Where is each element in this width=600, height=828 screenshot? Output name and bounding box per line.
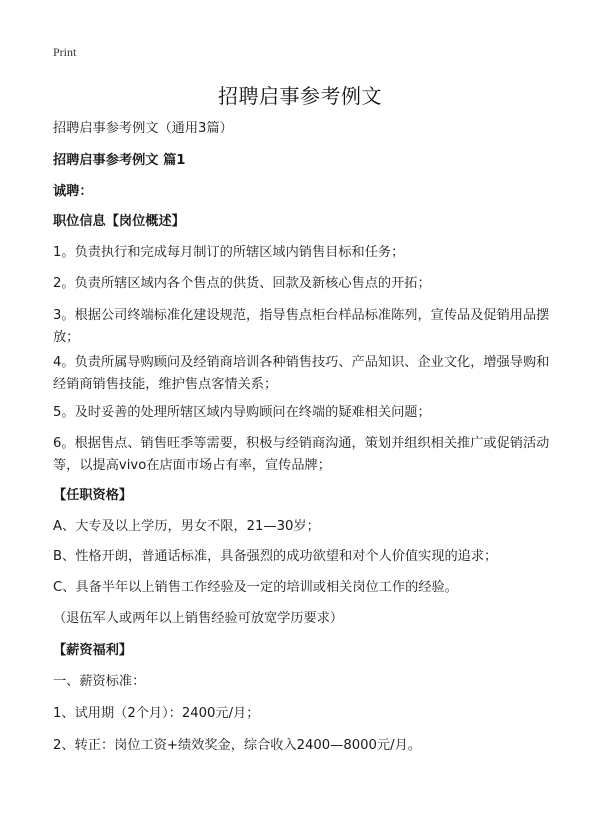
benefit-item: 一、薪资标准： <box>53 674 146 689</box>
qualification-item: C、具备半年以上销售工作经验及一定的培训或相关岗位工作的经验。 <box>53 580 458 595</box>
document-title: 招聘启事参考例文 <box>218 84 382 108</box>
duty-item: 6。根据售点、销售旺季等需要，积极与经销商沟通，策划并组织相关推广或促销活动等，以提高vivo在店面市场占有率，宣传品牌； <box>53 436 550 473</box>
benefit-item: 1、试用期（2个月）：2400元/月； <box>53 706 260 721</box>
duty-item: 2。负责所辖区域内各个售点的供货、回款及新核心售点的开拓； <box>53 276 431 291</box>
qualification-item: A、大专及以上学历，男女不限，21—30岁； <box>53 519 320 534</box>
duty-item: 1。负责执行和完成每月制订的所辖区域内销售目标和任务； <box>53 245 405 260</box>
benefit-item: 2、转正：岗位工资+绩效奖金，综合收入2400—8000元/月。 <box>53 738 421 753</box>
qualifications-heading: 【任职资格】 <box>53 488 133 503</box>
duty-item: 5。及时妥善的处理所辖区域内导购顾问在终端的疑难相关问题； <box>53 405 431 420</box>
qualification-item: B、性格开朗，普通话标准，具备强烈的成功欲望和对个人价值实现的追求； <box>53 549 498 564</box>
position-heading: 职位信息【岗位概述】 <box>53 214 185 229</box>
duty-item: 3。根据公司终端标准化建设规范，指导售点柜台样品标准陈列，宣传品及促销用品摆放； <box>53 308 550 345</box>
greeting: 诚聘： <box>53 184 93 199</box>
section-heading: 招聘启事参考例文 篇1 <box>53 153 186 168</box>
qualification-note: （退伍军人或两年以上销售经验可放宽学历要求） <box>53 611 344 626</box>
print-label: Print <box>53 45 77 59</box>
duty-item: 4。负责所属导购顾问及经销商培训各种销售技巧、产品知识、企业文化，增强导购和经销商销售技能，维护售点客情关系； <box>53 355 550 392</box>
document-subtitle: 招聘启事参考例文（通用3篇） <box>53 121 233 136</box>
benefits-heading: 【薪资福利】 <box>53 643 133 658</box>
